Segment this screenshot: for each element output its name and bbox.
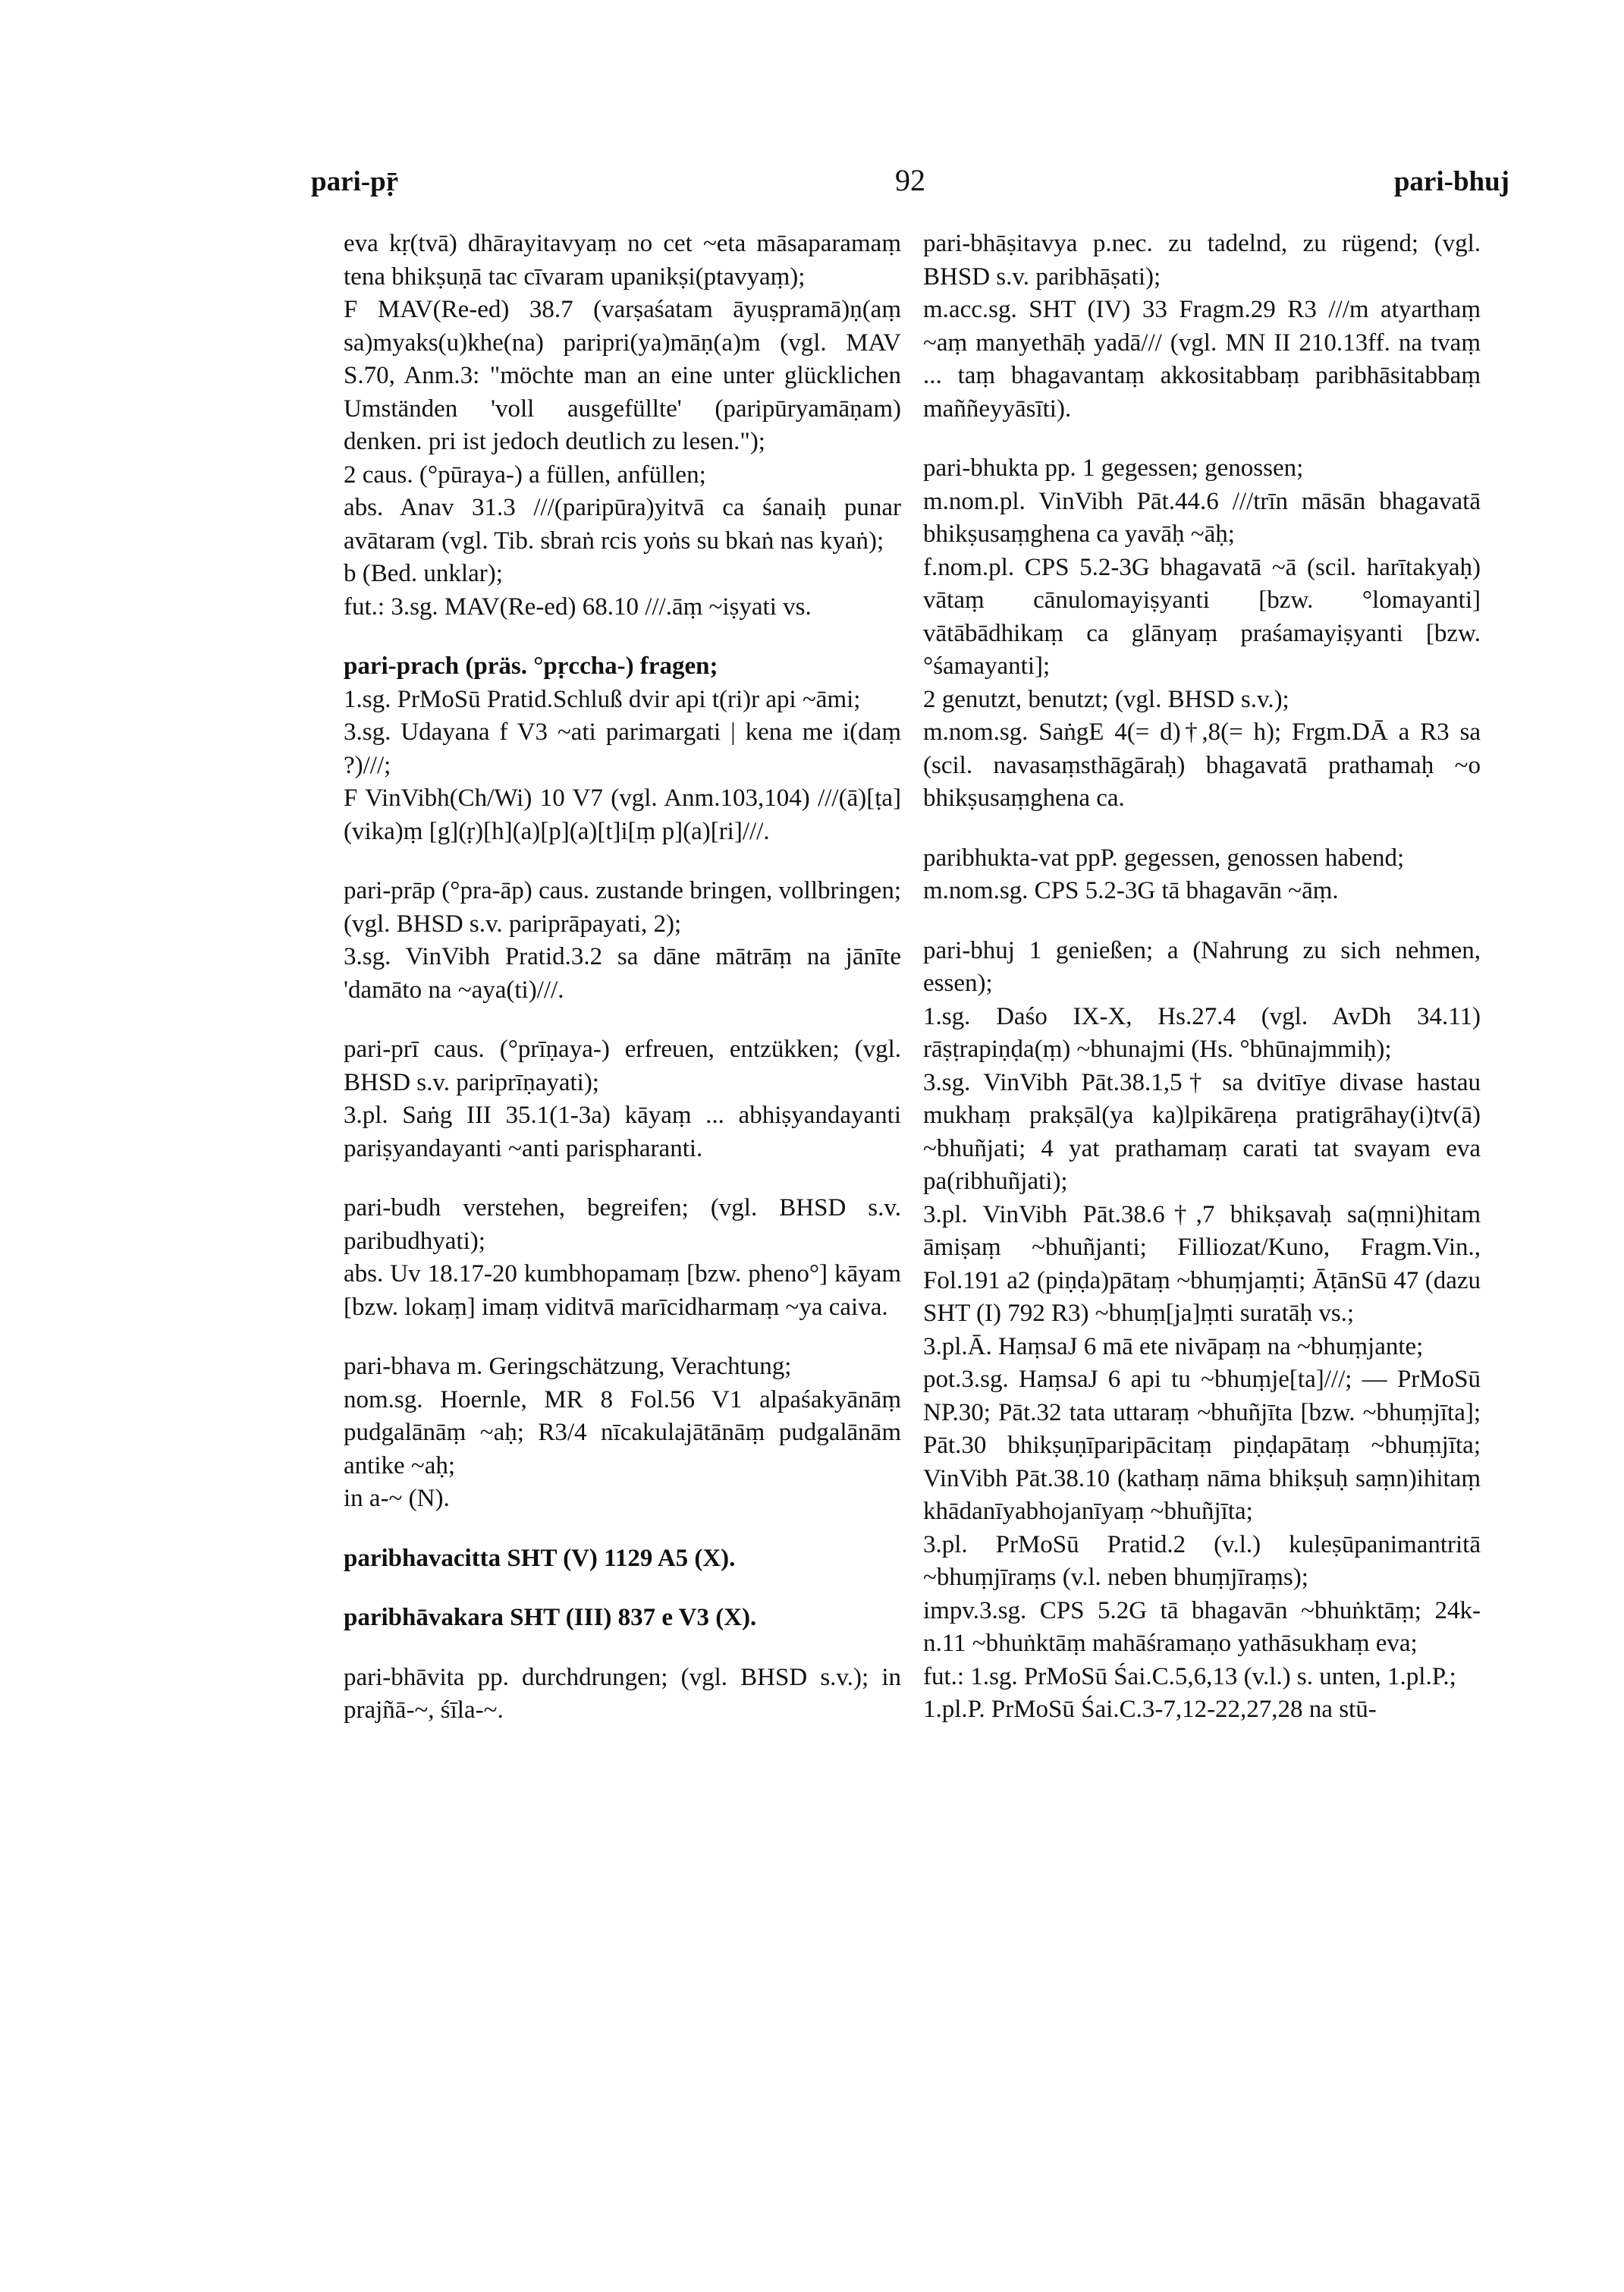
entry-headword: pari-prach (präs. °pṛccha-) fragen; bbox=[344, 652, 718, 680]
entry-text: f.nom.pl. CPS 5.2-3G bhagavatā ~ā (scil. harītakyaḥ) vātaṃ cānulomayiṣyanti [bzw. °lomayanti] vātābādhikaṃ ca glānyaṃ praśamayiṣyanti [bzw. °śamayanti]; bbox=[923, 553, 1481, 680]
header-left-guideword: pari-pṝ bbox=[311, 166, 399, 197]
entry-headword: pari-prī caus. (°prīṇaya-) erfreuen, entzükken; (vgl. BHSD s.v. pariprīṇayati); bbox=[344, 1036, 901, 1096]
entry-text: 1.sg. Daśo IX-X, Hs.27.4 (vgl. AvDh 34.11) rāṣṭrapiṇḍa(ṃ) ~bhunajmi (Hs. °bhūnajmmiḥ); bbox=[923, 1002, 1481, 1063]
entry-headword: pari-bhāṣitavya p.nec. zu tadelnd, zu rügend; (vgl. BHSD s.v. paribhāṣati); bbox=[923, 230, 1481, 291]
entry-text: 3.pl. VinVibh Pāt.38.6†,7 bhikṣavaḥ sa(ṃni)hitam āmiṣaṃ ~bhuñjanti; Filliozat/Kuno, Fragm.Vin., Fol.191 a2 (piṇḍa)pātaṃ ~bhuṃjaṃti; ĀṭānSū 47 (dazu SHT (I) 792 R3) ~bhuṃ[ja]ṃti suratāḥ vs.; bbox=[923, 1200, 1481, 1327]
entry-text: m.nom.sg. SaṅgE 4(= d)†,8(= h); Frgm.DĀ a R3 sa (scil. navasaṃsthāgāraḥ) bhagavatā prathamaḥ ~o bhikṣusaṃghena ca. bbox=[923, 718, 1481, 812]
entry-headword: paribhavacitta SHT (V) 1129 A5 (X). bbox=[344, 1544, 736, 1572]
entry-text: 2 genutzt, benutzt; (vgl. BHSD s.v.); bbox=[923, 685, 1289, 713]
entry-text: 3.sg. Udayana f V3 ~ati parimargati | kena me i(daṃ ?)///; bbox=[344, 718, 901, 779]
entry-text: 2 caus. (°pūraya-) a füllen, anfüllen; bbox=[344, 461, 706, 489]
left-column bbox=[344, 228, 901, 1728]
header-right-guideword: pari-bhuj bbox=[1393, 166, 1509, 197]
entry-text: m.nom.pl. VinVibh Pāt.44.6 ///trīn māsān bhagavatā bhikṣusaṃghena ca yavāḥ ~āḥ; bbox=[923, 487, 1481, 548]
right-column bbox=[923, 228, 1481, 1727]
entry-text: F VinVibh(Ch/Wi) 10 V7 (vgl. Anm.103,104) ///(ā)[ṭa](vika)ṃ [g](ṛ)[h](a)[p](a)[t]i[ṃ p](a)[ri]///. bbox=[344, 784, 901, 845]
entry-text: abs. Anav 31.3 ///(paripūra)yitvā ca śanaiḥ punar avātaram (vgl. Tib. sbraṅ rcis yoṅs su bkaṅ nas kyaṅ); bbox=[344, 494, 901, 555]
entry-text: in a-~ (N). bbox=[344, 1485, 450, 1512]
entry-text: 1.sg. PrMoSū Pratid.Schluß dvir api t(ri)r api ~āmi; bbox=[344, 685, 861, 713]
entry-text: m.acc.sg. SHT (IV) 33 Fragm.29 R3 ///m atyarthaṃ ~aṃ manyethāḥ yadā/// (vgl. MN II 210.13ff. na tvaṃ ... taṃ bhagavantaṃ akkositabbaṃ paribhāsitabbaṃ maññeyyāsīti). bbox=[923, 296, 1481, 423]
page-header bbox=[311, 165, 1509, 211]
page-number: 92 bbox=[895, 163, 925, 197]
entry-text: impv.3.sg. CPS 5.2G tā bhagavān ~bhuṅktāṃ; 24k-n.11 ~bhuṅktāṃ mahāśramaṇo yathāsukhaṃ eva; bbox=[923, 1596, 1481, 1657]
entry-text: pot.3.sg. HaṃsaJ 6 api tu ~bhuṃje[ta]///; — PrMoSū NP.30; Pāt.32 tata uttaraṃ ~bhuñjīta [bzw. ~bhuṃjīta]; Pāt.30 bhikṣuṇīparipācitaṃ piṇḍapātaṃ ~bhuṃjīta; VinVibh Pāt.38.10 (kathaṃ nāma bhikṣuḥ saṃn)ihitaṃ khādanīyabhojanīyaṃ ~bhuñjīta; bbox=[923, 1366, 1481, 1525]
entry-text: b (Bed. unklar); bbox=[344, 560, 503, 587]
entry-text: 3.sg. VinVibh Pāt.38.1,5† sa dvitīye divase hastau mukhaṃ prakṣāl(ya ka)lpikāreṇa pratigrāhay(i)tv(ā) ~bhuñjati; 4 yat prathamaṃ carati tat svayam eva pa(ribhuñjati); bbox=[923, 1068, 1481, 1195]
entry-headword: paribhukta-vat ppP. gegessen, genossen habend; bbox=[923, 844, 1405, 872]
entry-headword: pari-bhava m. Geringschätzung, Verachtung; bbox=[344, 1353, 792, 1380]
entry-text: 3.pl. Saṅg III 35.1(1-3a) kāyaṃ ... abhiṣyandayanti pariṣyandayanti ~anti parispharanti. bbox=[344, 1102, 901, 1162]
entry-text: fut.: 3.sg. MAV(Re-ed) 68.10 ///.āṃ ~iṣyati vs. bbox=[344, 593, 812, 621]
entry-text: eva kṛ(tvā) dhārayitavyaṃ no cet ~eta māsaparamaṃ tena bhikṣuṇā tac cīvaram upanikṣi(ptavyaṃ); bbox=[344, 230, 901, 291]
entry-headword: paribhāvakara SHT (III) 837 e V3 (X). bbox=[344, 1604, 757, 1631]
entry-headword: pari-bhukta pp. 1 gegessen; genossen; bbox=[923, 454, 1304, 482]
entry-headword: pari-budh verstehen, begreifen; (vgl. BHSD s.v. paribudhyati); bbox=[344, 1194, 901, 1255]
entry-text: fut.: 1.sg. PrMoSū Śai.C.5,6,13 (v.l.) s. unten, 1.pl.P.; bbox=[923, 1662, 1456, 1690]
entry-text: m.nom.sg. CPS 5.2-3G tā bhagavān ~āṃ. bbox=[923, 877, 1339, 904]
entry-text: abs. Uv 18.17-20 kumbhopamaṃ [bzw. pheno°] kāyam [bzw. lokaṃ] imaṃ viditvā marīcidharmaṃ ~ya caiva. bbox=[344, 1260, 901, 1321]
entry-text: 3.pl. PrMoSū Pratid.2 (v.l.) kuleṣūpanimantritā ~bhuṃjīraṃs (v.l. neben bhuṃjīraṃs); bbox=[923, 1530, 1481, 1591]
entry-headword: pari-prāp (°pra-āp) caus. zustande bringen, vollbringen; (vgl. BHSD s.v. pariprāpayati, 2); bbox=[344, 877, 901, 938]
entry-text: 3.sg. VinVibh Pratid.3.2 sa dāne mātrāṃ na jānīte 'damāto na ~aya(ti)///. bbox=[344, 943, 901, 1004]
entry-headword: pari-bhuj 1 genießen; a (Nahrung zu sich nehmen, essen); bbox=[923, 936, 1481, 997]
entry-text: 1.pl.P. PrMoSū Śai.C.3-7,12-22,27,28 na stū- bbox=[923, 1696, 1377, 1723]
entry-text: 3.pl.Ā. HaṃsaJ 6 mā ete nivāpaṃ na ~bhuṃjante; bbox=[923, 1332, 1424, 1360]
entry-text: nom.sg. Hoernle, MR 8 Fol.56 V1 alpaśakyānāṃ pudgalānāṃ ~aḥ; R3/4 nīcakulajātānāṃ pudgalānām antike ~aḥ; bbox=[344, 1385, 901, 1479]
entry-headword: pari-bhāvita pp. durchdrungen; (vgl. BHSD s.v.); in prajñā-~, śīla-~. bbox=[344, 1663, 901, 1724]
entry-text: F MAV(Re-ed) 38.7 (varṣaśatam āyuṣpramā)ṇ(aṃ sa)myaks(u)khe(na) paripri(ya)māṇ(a)m (vgl. MAV S.70, Anm.3: "möchte man an eine unter glücklichen Umständen 'voll ausgefüllte' (paripūryamāṇam) denken. pri ist jedoch deutlich zu lesen."); bbox=[344, 296, 901, 455]
